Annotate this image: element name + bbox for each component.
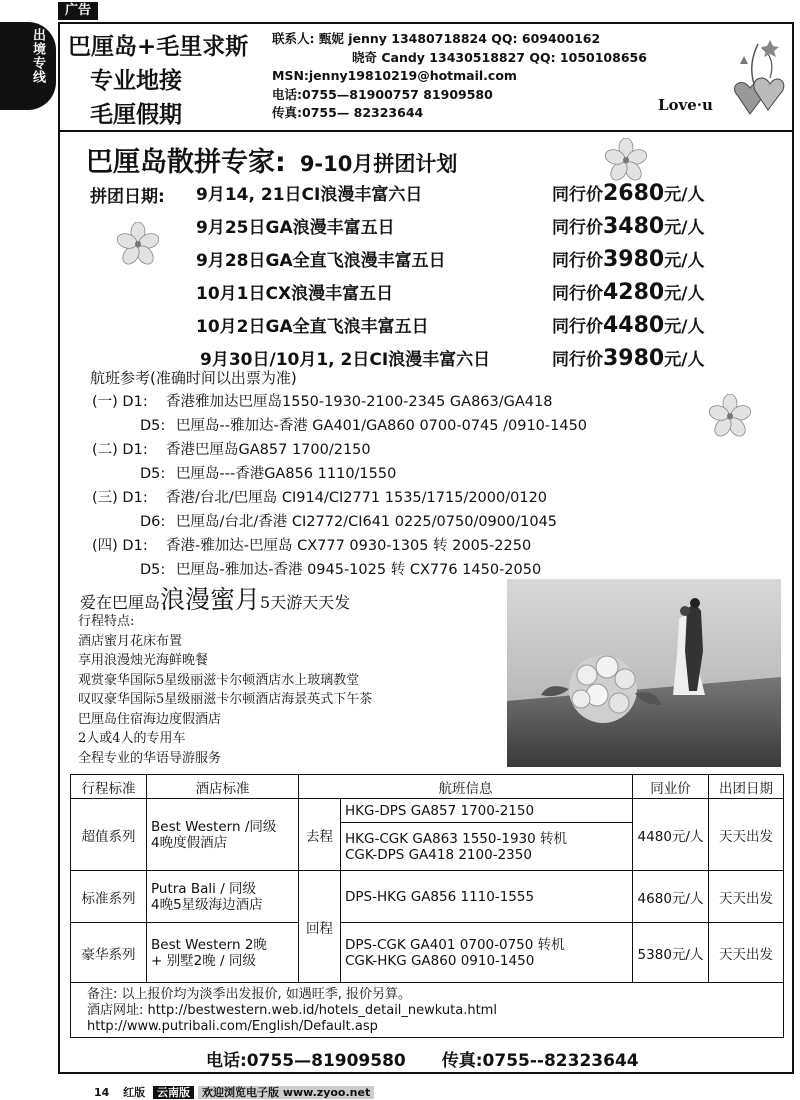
- contact-line: 联系人: 甄妮 jenny 13480718824 QQ: 609400162: [272, 31, 601, 46]
- flight-line: (三) D1: 香港/台北/巴厘岛 CI914/CI2771 1535/1715/2000/0120: [92, 490, 548, 506]
- flight-line: D5: 巴厘岛--雅加达-香港 GA401/GA860 0700-0745 /0910-1450: [140, 418, 588, 434]
- schedule-date: 9月30日/10月1, 2日CI浪漫丰富六日: [200, 350, 491, 370]
- flower-icon: [708, 394, 752, 438]
- flight-cell: DPS-HKG GA856 1110-1555: [341, 871, 633, 923]
- table-header: 航班信息: [299, 775, 633, 799]
- flight-cell: HKG-DPS GA857 1700-2150: [341, 799, 633, 823]
- honeymoon-title: 爱在巴厘岛浪漫蜜月5天游天天发: [80, 585, 351, 614]
- hotel-cell: Best Western 2晚 + 别墅2晚 / 同级: [147, 923, 299, 983]
- footer-tel: 电话:0755—81909580: [206, 1051, 406, 1071]
- contact-line: 传真:0755— 82323644: [272, 105, 424, 120]
- wedding-photo: [507, 579, 781, 767]
- flight-note: 航班参考(准确时间以出票为准): [90, 369, 297, 387]
- section-label: 云南版: [153, 1086, 194, 1099]
- company-title: 巴厘岛+毛里求斯: [68, 34, 249, 60]
- schedule-price: 同行价4480元/人: [552, 313, 705, 338]
- contact-line: 晓奇 Candy 13430518827 QQ: 1050108656: [352, 49, 647, 65]
- schedule-date: 9月14, 21日CI浪漫丰富六日: [196, 185, 423, 205]
- list-item: 酒店蜜月花床布置: [78, 633, 183, 649]
- schedule-date: 10月2日GA全直飞浪丰富五日: [196, 317, 429, 337]
- footer-fax: 传真:0755--82323644: [441, 1051, 639, 1071]
- flight-line: D6: 巴厘岛/台北/香港 CI2772/CI641 0225/0750/0900/1045: [140, 514, 558, 530]
- return-label: 回程: [299, 871, 341, 983]
- flight-cell: HKG-CGK GA863 1550-1930 转机 CGK-DPS GA418 2100-2350: [341, 823, 633, 871]
- go-label: 去程: [299, 799, 341, 871]
- price-cell: 4680元/人: [633, 871, 709, 923]
- love-text: Love·u: [658, 96, 713, 114]
- list-item: 行程特点:: [78, 614, 135, 629]
- notes: [70, 982, 784, 1038]
- honeymoon-features: [78, 612, 372, 768]
- contact-line: MSN:jenny19810219@hotmail.com: [272, 68, 517, 83]
- hotel-cell: Putra Bali / 同级 4晚5星级海边酒店: [147, 871, 299, 923]
- side-tab-label: 出境专线: [30, 28, 45, 84]
- love-logo: [658, 34, 786, 126]
- schedule-price: 同行价3980元/人: [552, 247, 705, 272]
- schedule-label: 拼团日期:: [90, 187, 165, 207]
- wedding-bouquet-image: [507, 579, 781, 767]
- table-header: 出团日期: [709, 775, 783, 799]
- list-item: 享用浪漫烛光海鲜晚餐: [78, 653, 209, 668]
- table-header: 行程标准: [71, 775, 147, 799]
- schedule-date: 9月25日GA浪漫丰富五日: [196, 218, 395, 238]
- edition-label: 红版: [123, 1086, 146, 1099]
- flight-line: (一) D1: 香港雅加达巴厘岛1550-1930-2100-2345 GA863/GA418: [92, 394, 553, 410]
- price-cell: 4480元/人: [633, 799, 709, 871]
- tagline-1: 专业地接: [90, 68, 182, 94]
- series-cell: 豪华系列: [71, 923, 147, 983]
- page-title-main: 巴厘岛散拼专家:: [86, 147, 286, 178]
- pricing-table: [70, 774, 784, 982]
- date-cell: 天天出发: [709, 871, 783, 923]
- tagline-2: 毛厘假期: [90, 102, 182, 128]
- side-tab: [0, 22, 56, 110]
- series-cell: 标准系列: [71, 871, 147, 923]
- schedule-row: [60, 180, 760, 210]
- flight-cell: DPS-CGK GA401 0700-0750 转机 CGK-HKG GA860 0910-1450: [341, 923, 633, 983]
- list-item: 2人或4人的专用车: [78, 731, 186, 746]
- date-cell: 天天出发: [709, 799, 783, 871]
- schedule-price: 同行价3980元/人: [552, 346, 705, 371]
- schedule-row: [60, 213, 760, 243]
- date-cell: 天天出发: [709, 923, 783, 983]
- page-footer: [94, 1084, 374, 1100]
- list-item: 巴厘岛住宿海边度假酒店: [78, 711, 222, 727]
- contact-line: 电话:0755—81900757 81909580: [272, 86, 493, 102]
- schedule-price: 同行价4280元/人: [552, 280, 705, 305]
- website-label[interactable]: 欢迎浏览电子版 www.zyoo.net: [198, 1086, 374, 1099]
- flight-line: D5: 巴厘岛-雅加达-香港 0945-1025 转 CX776 1450-2050: [140, 562, 542, 578]
- note-link[interactable]: http://www.putribali.com/English/Default.asp: [87, 1019, 378, 1034]
- schedule-date: 9月28日GA全直飞浪漫丰富五日: [196, 251, 446, 271]
- list-item: 观赏豪华国际5星级丽滋卡尔顿酒店水上玻璃教堂: [78, 672, 360, 688]
- list-item: 叹叹豪华国际5星级丽滋卡尔顿酒店海景英式下午茶: [78, 692, 373, 707]
- note-line: 备注: 以上报价均为淡季出发报价, 如遇旺季, 报价另算。: [87, 987, 412, 1002]
- note-link[interactable]: 酒店网址: http://bestwestern.web.id/hotels_detail_newkuta.html: [87, 1003, 497, 1018]
- schedule-row: [60, 312, 760, 342]
- schedule-price: 同行价3480元/人: [552, 214, 705, 239]
- footer-contact: [206, 1046, 639, 1071]
- price-cell: 5380元/人: [633, 923, 709, 983]
- page-title: [86, 140, 457, 179]
- series-cell: 超值系列: [71, 799, 147, 871]
- table-header: 酒店标准: [147, 775, 299, 799]
- schedule-price: 同行价2680元/人: [552, 181, 705, 206]
- list-item: 全程专业的华语导游服务: [78, 750, 222, 766]
- hotel-cell: Best Western /同级 4晚度假酒店: [147, 799, 299, 871]
- flower-icon: [604, 138, 648, 182]
- flight-line: D5: 巴厘岛---香港GA856 1110/1550: [140, 466, 397, 482]
- table-header: 同业价: [633, 775, 709, 799]
- schedule-row: [60, 246, 760, 276]
- schedule-row: [60, 279, 760, 309]
- flight-line: (四) D1: 香港-雅加达-巴厘岛 CX777 0930-1305 转 2005-2250: [92, 538, 532, 554]
- flight-line: (二) D1: 香港巴厘岛GA857 1700/2150: [92, 442, 371, 458]
- ad-tag: 广告: [58, 2, 98, 20]
- page-number: 14: [94, 1086, 110, 1099]
- schedule-date: 10月1日CX浪漫丰富五日: [196, 284, 394, 304]
- advertisement-frame: [58, 22, 794, 1074]
- header: [60, 24, 792, 132]
- contact-block: [272, 30, 647, 123]
- page-title-sub: 9-10月拼团计划: [299, 152, 458, 176]
